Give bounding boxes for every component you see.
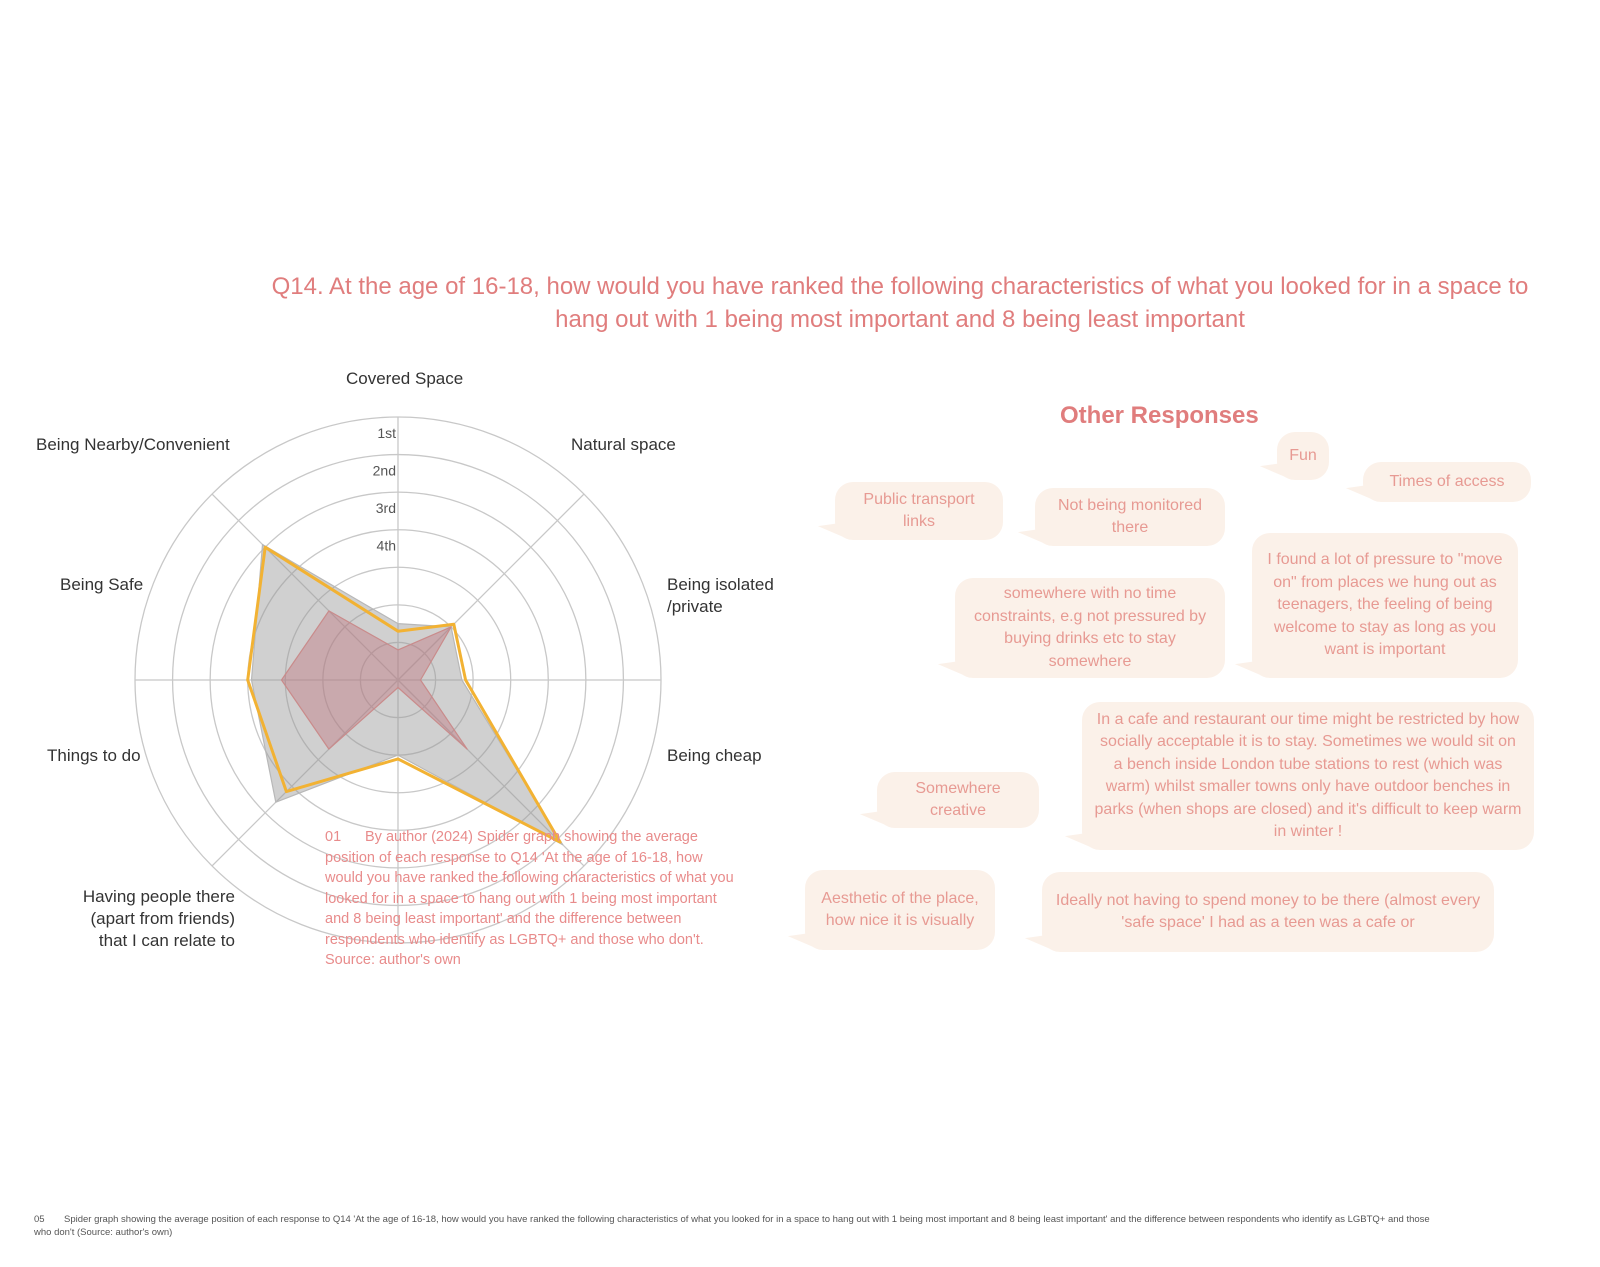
axis-label-covered-space: Covered Space xyxy=(346,369,464,388)
other-responses-title: Other Responses xyxy=(1060,402,1259,429)
ring-label: 1st xyxy=(377,425,396,441)
axis-label-having-people: Having people there (apart from friends) that I can relate to xyxy=(82,887,235,950)
axis-label-being-isolated: Being isolated /private xyxy=(667,575,774,616)
chart-title: Q14. At the age of 16-18, how would you have ranked the following characteristics of what you looked for in a space to hang out with 1 being most important and 8 being least important xyxy=(271,273,1529,333)
response-bubble: Aesthetic of the place, how nice it is visually xyxy=(805,870,995,950)
response-bubble: Somewhere creative xyxy=(877,772,1039,828)
ring-label: 2nd xyxy=(372,462,396,479)
response-bubble: Fun xyxy=(1277,432,1329,480)
axis-label-being-nearby: Being Nearby/Convenient xyxy=(36,435,230,454)
chart-caption xyxy=(325,827,735,971)
ring-label: 4th xyxy=(376,537,396,554)
ring-label: 3rd xyxy=(375,500,396,517)
footnote xyxy=(34,1213,1434,1239)
response-bubble: somewhere with no time constraints, e.g not pressured by buying drinks etc to stay somewhere xyxy=(955,578,1225,678)
response-bubble: Times of access xyxy=(1363,462,1531,502)
response-bubble: I found a lot of pressure to "move on" from places we hung out as teenagers, the feeling of being welcome to stay as long as you want is important xyxy=(1252,533,1518,678)
axis-label-being-safe: Being Safe xyxy=(60,575,144,594)
axis-label-being-cheap: Being cheap xyxy=(667,746,762,765)
caption-text: By author (2024) Spider graph showing the average position of each response to Q14 'At the age of 16-18, how would you have ranked the following characteristics of what you looked for in a space to hang out with 1 being most important and 8 being least important' and the difference between respondents who identify as LGBTQ+ and those who don't. Source: author's own xyxy=(325,829,734,968)
caption-number: 01 xyxy=(325,829,342,845)
response-bubble: In a cafe and restaurant our time might be restricted by how socially acceptable it is to stay. Sometimes we would sit on a bench inside London tube stations to rest (which was warm) whilst smaller towns only have outdoor benches in parks (when shops are closed) and it's difficult to keep warm in winter ! xyxy=(1082,702,1534,850)
footnote-number: 05 xyxy=(34,1214,45,1225)
response-bubble: Ideally not having to spend money to be there (almost every 'safe space' I had as a teen was a cafe or xyxy=(1042,872,1494,952)
response-bubble: Not being monitored there xyxy=(1035,488,1225,546)
footnote-text: Spider graph showing the average position of each response to Q14 'At the age of 16-18, how would you have ranked the following characteristics of what you looked for in a space to hang out with 1 being most important and 8 being least important' and the difference between respondents who identify as LGBTQ+ and those who don't (Source: author's own) xyxy=(34,1214,1430,1238)
axis-label-things-to-do: Things to do xyxy=(47,746,141,765)
response-bubble: Public transport links xyxy=(835,482,1003,540)
axis-label-natural-space: Natural space xyxy=(571,435,676,454)
